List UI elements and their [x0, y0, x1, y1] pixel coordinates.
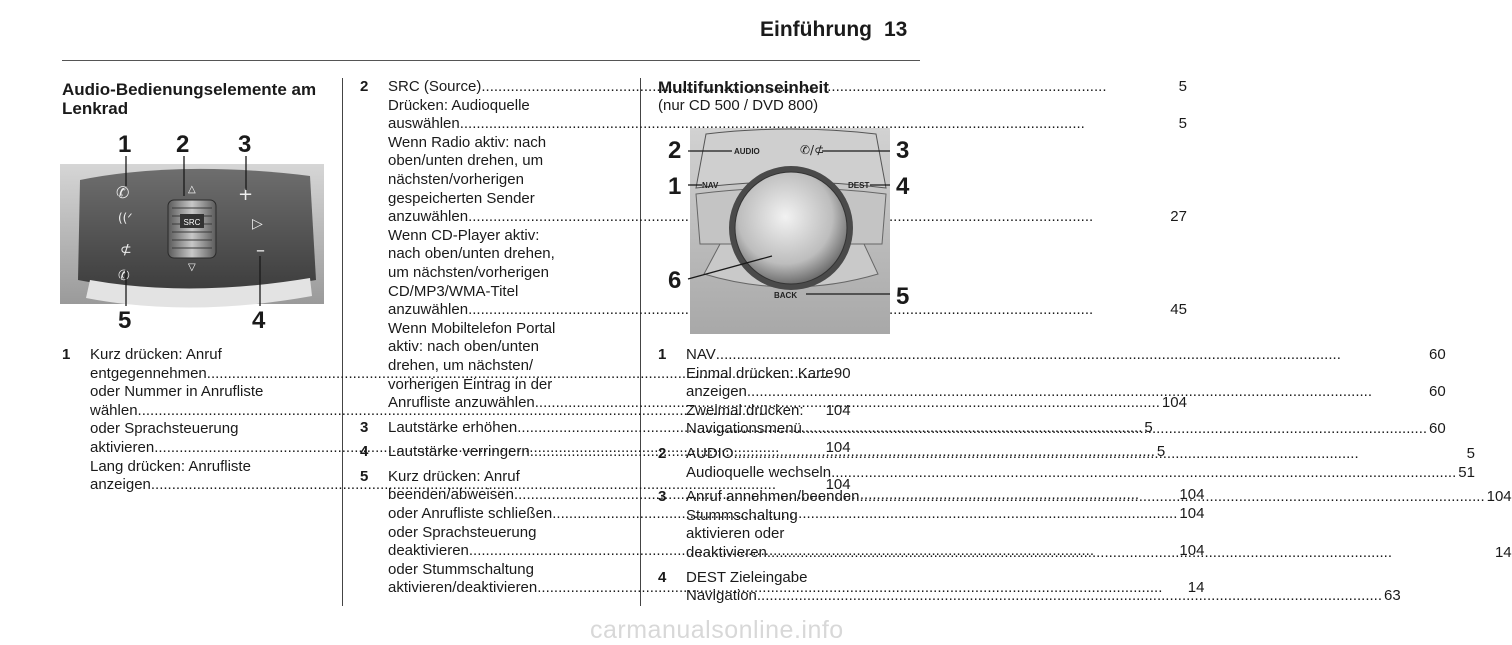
page-reference[interactable]: 27 [1170, 208, 1187, 226]
item-line [686, 569, 1401, 588]
line-text: oder Stummschaltung [388, 560, 534, 578]
header-rule [62, 60, 920, 61]
dest-button-label: DEST [848, 181, 870, 190]
line-text: Stummschaltung [686, 506, 798, 524]
multifunction-unit-image [660, 124, 922, 336]
line-text: Drücken: Audioquelle [388, 96, 530, 114]
hang-up-icon: ✆ [118, 268, 130, 284]
item-line [686, 525, 1512, 544]
callout-1: 1 [118, 131, 132, 158]
list-item [658, 488, 1512, 562]
down-arrow-icon: ▽ [188, 262, 196, 273]
line-text: Wenn Mobiltelefon Portal [388, 319, 556, 337]
section-heading-steering-audio [62, 80, 316, 118]
page-reference[interactable]: 5 [1178, 78, 1187, 95]
next-icon: ▷ [252, 216, 263, 232]
item-text [686, 488, 1512, 562]
page-reference[interactable]: 104 [825, 401, 851, 419]
dot-leader [747, 383, 1427, 402]
watermark: carmanualsonline.info [590, 616, 844, 644]
page-reference[interactable]: 104 [1179, 505, 1205, 523]
audio-button-label: AUDIO [734, 147, 760, 156]
line-text: oben/unten drehen, um [388, 152, 544, 170]
line-text: deaktivieren [388, 542, 469, 560]
line-text: vorherigen Eintrag in der [388, 375, 553, 393]
column-divider-1 [342, 78, 343, 606]
line-text: NAV [686, 346, 716, 363]
nav-button-label: NAV [702, 181, 719, 190]
volume-down-icon: – [256, 240, 265, 261]
line-text: um nächsten/vorherigen [388, 263, 549, 281]
callout-1: 1 [668, 173, 682, 200]
line-text: Lautstärke verringern [388, 443, 530, 461]
list-item [658, 444, 1475, 482]
page-reference[interactable]: 104 [1486, 488, 1512, 506]
item-line [686, 587, 1401, 606]
item-number: 2 [658, 444, 667, 462]
page-reference[interactable]: 104 [825, 438, 851, 456]
line-text: CD/MP3/WMA-Titel [388, 282, 519, 300]
item-number: 5 [360, 467, 369, 485]
item-number: 4 [658, 568, 667, 586]
line-text: nächsten/vorherigen [388, 170, 524, 188]
item-line [686, 365, 1446, 384]
section-heading-multifunction: Multifunktionseinheit [658, 78, 829, 97]
item-line [686, 445, 1475, 464]
item-line [686, 402, 1446, 421]
callout-5: 5 [118, 307, 132, 334]
heading-line: Audio-Bedienungselemente am [62, 80, 317, 99]
item-number: 1 [658, 346, 667, 363]
page-reference[interactable]: 104 [1179, 542, 1205, 560]
item-number: 1 [62, 346, 71, 363]
callout-6: 6 [668, 267, 682, 294]
page-reference[interactable]: 5 [1466, 444, 1475, 462]
item-number: 3 [360, 418, 369, 436]
right-item-list [658, 346, 1512, 612]
line-text: Zweimal drücken: [686, 401, 804, 419]
page-reference[interactable]: 5 [1178, 115, 1187, 133]
callout-4: 4 [252, 307, 266, 334]
item-line [686, 346, 1446, 365]
page-reference[interactable]: 104 [1161, 394, 1187, 412]
item-text [686, 445, 1475, 482]
line-text: anzeigen [90, 476, 151, 494]
line-text: anzuwählen [388, 301, 469, 319]
line-text: oder Nummer in Anrufliste [90, 383, 264, 401]
line-text: Wenn CD-Player aktiv: [388, 226, 540, 244]
volume-up-icon: + [238, 184, 254, 205]
item-line [686, 420, 1446, 439]
page-reference[interactable]: 60 [1429, 420, 1446, 438]
page-reference[interactable]: 104 [1179, 486, 1205, 504]
callout-3: 3 [238, 131, 252, 158]
line-text: aktivieren [90, 438, 155, 456]
item-number: 4 [360, 443, 369, 461]
line-text: oder Sprachsteuerung [388, 523, 537, 541]
line-text: beenden/abweisen [388, 486, 514, 504]
dot-leader [767, 544, 1493, 563]
page-reference[interactable]: 104 [825, 476, 851, 494]
item-number: 3 [658, 488, 667, 506]
line-text: Anrufliste anzuwählen [388, 394, 535, 412]
line-text: nach oben/unten drehen, [388, 245, 555, 263]
callout-5: 5 [896, 283, 910, 310]
line-text: deaktivieren [686, 543, 767, 561]
page-reference[interactable]: 14 [1187, 579, 1205, 597]
item-line [686, 507, 1512, 526]
line-text: drehen, um nächsten/ [388, 356, 534, 374]
steering-wheel-controls-image [60, 130, 324, 334]
multifunction-unit-illustration [660, 124, 922, 336]
page-reference[interactable]: 60 [1429, 383, 1446, 401]
item-line [686, 488, 1512, 507]
line-text: entgegennehmen [90, 364, 207, 382]
phone-mute-icon: ✆/⊄ [800, 143, 825, 157]
item-line [686, 544, 1512, 563]
page-number: 13 [884, 18, 908, 41]
page-reference[interactable]: 14 [1494, 543, 1512, 561]
page-reference[interactable]: 5 [1144, 418, 1153, 436]
line-text: aktiv: nach oben/unten [388, 338, 539, 356]
steering-wheel-controls-illustration [60, 130, 324, 334]
line-text: Lautstärke erhöhen [388, 418, 518, 436]
callout-2: 2 [668, 137, 682, 164]
phone-icon: ✆ [116, 183, 130, 202]
item-line [686, 383, 1446, 402]
item-line [686, 464, 1475, 483]
callout-4: 4 [896, 173, 910, 200]
dot-leader [734, 445, 1465, 464]
line-text: oder Sprachsteuerung [90, 420, 239, 438]
up-arrow-icon: △ [188, 184, 196, 195]
line-text: Kurz drücken: Anruf [90, 346, 222, 363]
line-text: wählen [90, 401, 138, 419]
item-number: 2 [360, 78, 369, 95]
line-text: aktivieren/deaktivieren [388, 579, 538, 597]
item-text [686, 346, 1446, 439]
line-text: Lang drücken: Anrufliste [90, 457, 251, 475]
back-button-label: BACK [774, 291, 798, 300]
callout-2: 2 [176, 131, 190, 158]
callout-3: 3 [896, 137, 910, 164]
dot-leader [716, 346, 1427, 365]
page-reference[interactable]: 51 [1458, 463, 1475, 481]
dot-leader [757, 587, 1382, 606]
line-text: gespeicherten Sender [388, 189, 535, 207]
page-reference[interactable]: 63 [1384, 587, 1401, 605]
page-reference[interactable]: 45 [1170, 301, 1187, 319]
dot-leader [831, 464, 1456, 483]
page-header-title: Einführung [760, 18, 872, 41]
line-text: anzeigen [686, 383, 747, 401]
line-text: aktivieren oder [686, 525, 785, 543]
heading-line: Lenkrad [62, 99, 129, 118]
page-reference[interactable]: 5 [1156, 443, 1166, 461]
dot-leader [859, 488, 1484, 507]
line-text: Anruf annehmen/beenden [686, 488, 860, 506]
line-text: Audioquelle wechseln [686, 463, 832, 481]
line-text: Wenn Radio aktiv: nach [388, 133, 547, 151]
src-button-label: SRC [183, 218, 201, 227]
line-text: Einmal drücken: Karte [686, 364, 834, 382]
line-text: DEST Zieleingabe [686, 568, 808, 586]
line-text: Kurz drücken: Anruf [388, 467, 520, 485]
voice-control-icon: ((ᐟ [118, 211, 133, 225]
page-reference[interactable]: 60 [1429, 346, 1446, 363]
item-text [686, 569, 1401, 606]
line-text: AUDIO [686, 444, 734, 462]
page-reference[interactable]: 90 [833, 364, 851, 382]
section-subheading: (nur CD 500 / DVD 800) [658, 97, 819, 114]
dot-leader [802, 420, 1427, 439]
mute-icon: ⊄ [120, 242, 132, 258]
line-text: oder Anrufliste schließen [388, 505, 553, 523]
line-text: SRC (Source) [388, 78, 482, 95]
line-text: auswählen [388, 115, 460, 133]
line-text: Navigationsmenü [686, 420, 802, 438]
line-text: anzuwählen [388, 208, 469, 226]
line-text: Navigation [686, 587, 757, 605]
